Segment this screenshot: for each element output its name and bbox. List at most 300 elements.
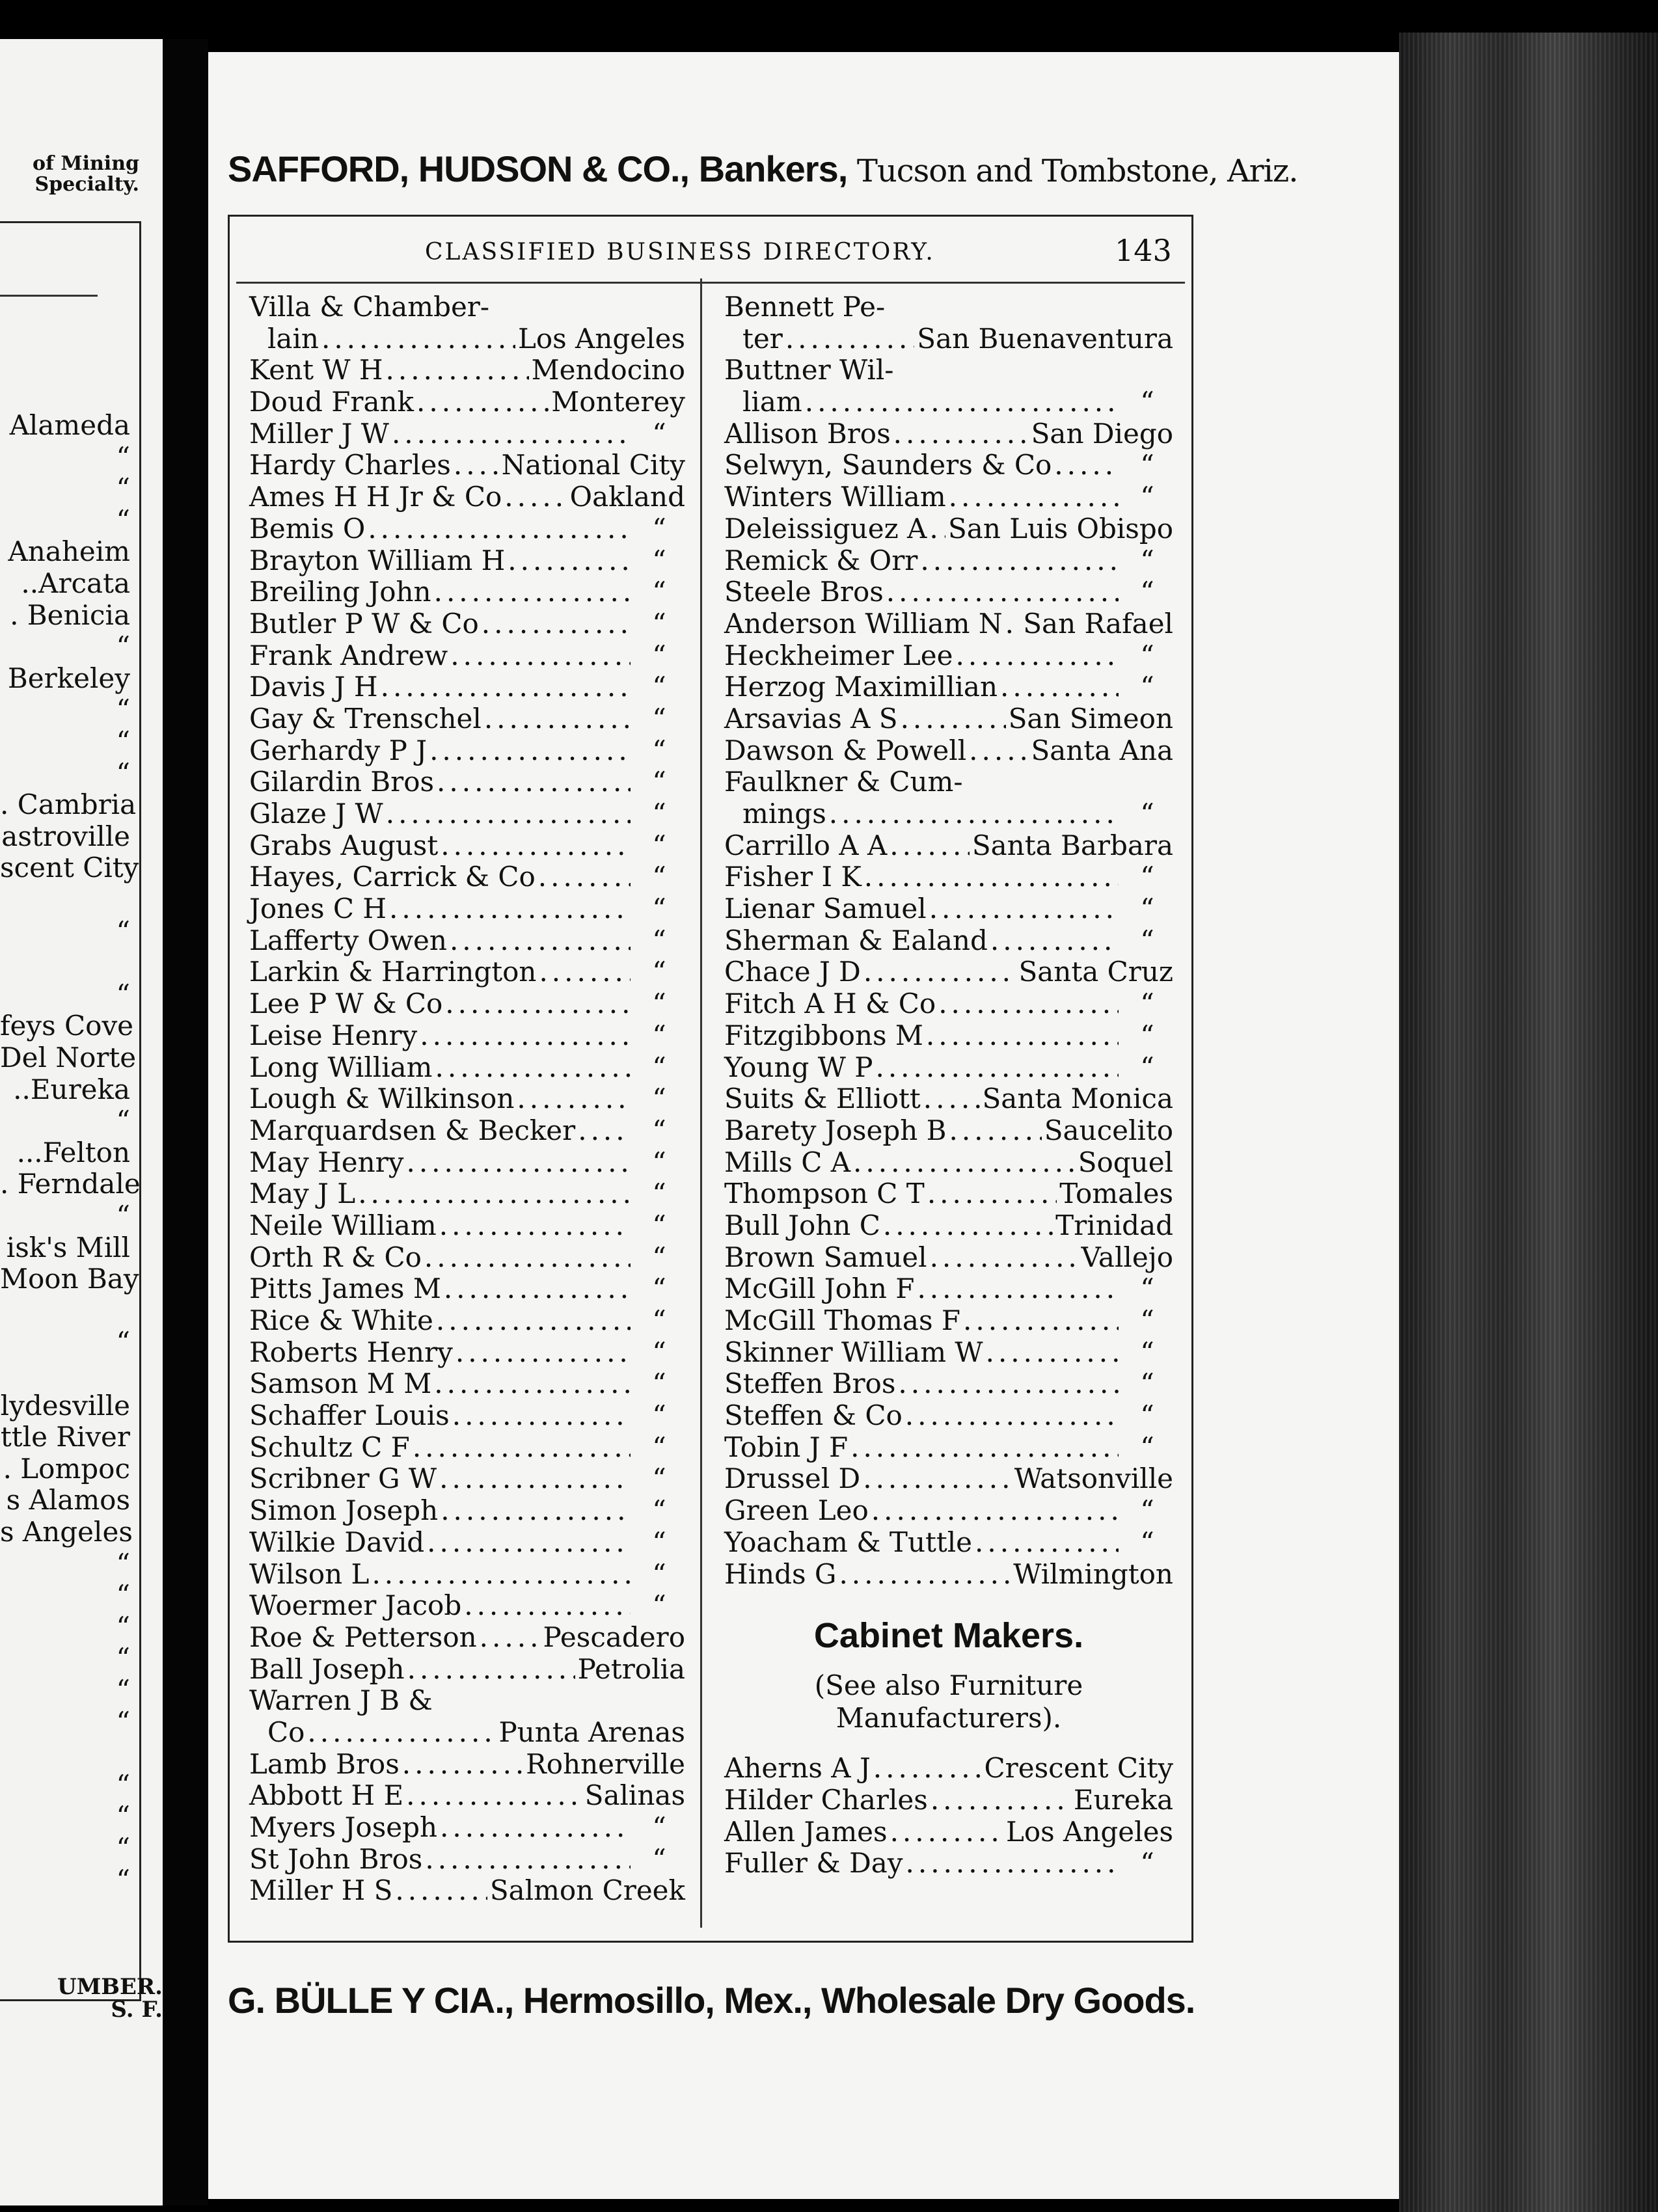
- facing-page-line: “: [116, 915, 130, 947]
- entry-name: Breiling John: [249, 576, 431, 608]
- leader-dots: [1054, 450, 1119, 481]
- directory-entry: [724, 1147, 1173, 1179]
- leader-dots: [429, 735, 631, 767]
- facing-page-line: lydesville: [0, 1389, 130, 1422]
- leader-dots: [873, 1753, 982, 1785]
- entry-name: Schultz C F: [249, 1431, 410, 1463]
- entry-name: lain: [267, 322, 319, 355]
- directory-entry: [249, 1495, 685, 1527]
- entry-place: Monterey: [551, 386, 685, 418]
- leader-dots: [434, 1368, 631, 1400]
- directory-entry: [249, 1780, 685, 1812]
- entry-name: Pitts James M: [249, 1273, 441, 1305]
- directory-entry: [724, 608, 1173, 640]
- directory-entry: [249, 355, 685, 386]
- entry-name: Dawson & Powell: [724, 734, 967, 766]
- facing-page-header-line-2: Specialty.: [34, 173, 139, 196]
- facing-page-line: ..Arcata: [21, 567, 130, 599]
- entry-place: “: [1140, 481, 1154, 513]
- facing-page-line: astroville: [1, 820, 130, 852]
- leader-dots: [444, 1273, 631, 1305]
- entry-place: “: [652, 544, 666, 576]
- directory-entry: [724, 576, 1173, 608]
- facing-page-line: “: [116, 1863, 130, 1896]
- directory-entry: [724, 798, 1173, 830]
- entry-place: “: [652, 1463, 666, 1495]
- entry-name: Skinner William W: [724, 1336, 983, 1368]
- entry-place: “: [652, 829, 666, 861]
- directory-entry: [249, 291, 685, 323]
- entry-place: “: [652, 1083, 666, 1115]
- leader-dots: [883, 1210, 1053, 1242]
- facing-page-line: Berkeley: [7, 662, 130, 694]
- leader-dots: [927, 1178, 1057, 1210]
- leader-dots: [439, 1463, 631, 1495]
- entry-place: Pescadero: [543, 1621, 685, 1653]
- entry-name: Steffen Bros: [724, 1368, 896, 1400]
- leader-dots: [930, 1242, 1079, 1274]
- entry-place: Los Angeles: [517, 322, 685, 355]
- leader-dots: [890, 830, 970, 862]
- entry-place: “: [1140, 861, 1154, 893]
- entry-name: Long William: [249, 1051, 433, 1083]
- directory-entry: [724, 1052, 1173, 1084]
- facing-page-line: isk's Mill: [6, 1231, 130, 1263]
- leader-dots: [389, 893, 631, 925]
- directory-entry: [724, 766, 1173, 798]
- leader-dots: [539, 956, 631, 988]
- directory-entry: [724, 1273, 1173, 1305]
- leader-dots: [372, 1559, 631, 1591]
- entry-name: Bull John C: [724, 1209, 880, 1241]
- directory-entry: [249, 386, 685, 418]
- leader-dots: [975, 1527, 1119, 1559]
- entry-place: Oakland: [569, 481, 685, 513]
- entry-name: Brown Samuel: [724, 1241, 927, 1273]
- entry-place: “: [652, 1241, 666, 1273]
- entry-place: “: [652, 1336, 666, 1368]
- directory-entry: [249, 703, 685, 735]
- entry-place: “: [652, 607, 666, 640]
- title-rule: [236, 282, 1185, 284]
- leader-dots: [578, 1115, 631, 1147]
- directory-entry: [249, 1147, 685, 1179]
- leader-dots: [358, 1178, 631, 1210]
- entry-name: Wilkie David: [249, 1526, 425, 1558]
- page-footer-advertisement: G. BÜLLE Y CIA., Hermosillo, Mex., Wholesale Dry Goods.: [228, 1980, 1195, 2021]
- directory-entry: [249, 735, 685, 767]
- leader-dots: [905, 1400, 1119, 1432]
- leader-dots: [445, 988, 631, 1020]
- leader-dots: [406, 1780, 582, 1812]
- entry-name: Butler P W & Co: [249, 607, 479, 640]
- entry-place: “: [652, 1494, 666, 1527]
- entry-name: Larkin & Harrington: [249, 956, 537, 988]
- entry-name: Drussel D: [724, 1463, 861, 1495]
- entry-place: Crescent City: [984, 1752, 1173, 1785]
- leader-dots: [517, 1083, 631, 1115]
- leader-dots: [871, 1495, 1119, 1527]
- entry-name: Brayton William H: [249, 544, 506, 576]
- leader-dots: [920, 545, 1119, 577]
- directory-entry: [724, 450, 1173, 481]
- entry-name: Buttner Wil-: [724, 354, 894, 386]
- directory-entry: [724, 830, 1173, 862]
- directory-entry: [724, 355, 1173, 386]
- directory-entry: [249, 1559, 685, 1591]
- leader-dots: [853, 1147, 1076, 1179]
- entry-place: “: [652, 1304, 666, 1336]
- entry-place: Salinas: [584, 1779, 685, 1812]
- entry-place: “: [652, 1146, 666, 1178]
- entry-place: “: [1140, 1399, 1154, 1432]
- entry-name: Schaffer Louis: [249, 1399, 450, 1432]
- entry-name: Faulkner & Cum-: [724, 766, 963, 798]
- entry-name: Gerhardy P J: [249, 734, 428, 766]
- leader-dots: [875, 1052, 1119, 1084]
- entry-place: “: [652, 893, 666, 925]
- entry-place: Watsonville: [1014, 1463, 1173, 1495]
- leader-dots: [917, 1273, 1119, 1305]
- entry-place: “: [652, 861, 666, 893]
- left-column: [249, 291, 685, 1907]
- entry-place: “: [652, 671, 666, 703]
- leader-dots: [949, 481, 1119, 513]
- entry-place: “: [1140, 386, 1154, 418]
- facing-page-line: s Angeles: [0, 1516, 133, 1548]
- entry-place: “: [1140, 893, 1154, 925]
- entry-place: “: [652, 1273, 666, 1305]
- entry-name: Barety Joseph B: [724, 1114, 947, 1146]
- directory-entry: [249, 861, 685, 893]
- leader-dots: [1000, 671, 1119, 703]
- facing-page-line: “: [116, 1547, 130, 1580]
- directory-entry: [249, 1305, 685, 1337]
- entry-name: Marquardsen & Becker: [249, 1114, 576, 1146]
- leader-dots: [480, 1622, 541, 1654]
- entry-name: Lafferty Owen: [249, 924, 447, 956]
- leader-dots: [863, 1463, 1012, 1495]
- leader-dots: [452, 1400, 631, 1432]
- facing-page-line: . Ferndale: [0, 1168, 141, 1200]
- entry-name: Abbott H E: [249, 1779, 404, 1812]
- entry-place: “: [1140, 1273, 1154, 1305]
- facing-page-line: . Cambria: [0, 789, 137, 821]
- facing-page-line: “: [116, 504, 130, 536]
- facing-page-fragment: [0, 39, 163, 2205]
- entry-name: Sherman & Ealand: [724, 924, 988, 956]
- directory-entry: [249, 1337, 685, 1369]
- entry-name: Yoacham & Tuttle: [724, 1526, 973, 1558]
- directory-entry: [249, 798, 685, 830]
- leader-dots: [504, 481, 567, 513]
- directory-entry: [724, 956, 1173, 988]
- directory-entry: [724, 1115, 1173, 1147]
- entry-name: Allison Bros: [724, 417, 891, 450]
- leader-dots: [538, 861, 631, 893]
- entry-place: “: [652, 1526, 666, 1558]
- directory-entry: [249, 1685, 685, 1717]
- entry-place: “: [1140, 1336, 1154, 1368]
- entry-name: Ball Joseph: [249, 1652, 405, 1685]
- facing-page-line: “: [116, 440, 130, 473]
- directory-entry: [249, 608, 685, 640]
- entry-place: “: [652, 734, 666, 766]
- directory-entry: [724, 1400, 1173, 1432]
- entry-place: Santa Monica: [982, 1083, 1173, 1115]
- directory-entry: [249, 1590, 685, 1622]
- entry-name: Fitch A H & Co: [724, 988, 936, 1020]
- facing-page-line: “: [116, 1105, 130, 1137]
- directory-entry: [249, 988, 685, 1020]
- directory-entry: [249, 671, 685, 703]
- facing-page-line: Del Norte: [0, 1042, 137, 1073]
- leader-dots: [850, 1432, 1119, 1464]
- leader-dots: [508, 545, 631, 577]
- directory-entry: [724, 291, 1173, 323]
- facing-page-footer-line-1: UMBER.: [57, 1974, 163, 2000]
- entry-name: Hinds G: [724, 1558, 837, 1590]
- directory-entry: [249, 1273, 685, 1305]
- entry-place: Punta Arenas: [498, 1716, 685, 1748]
- directory-entry: [249, 1400, 685, 1432]
- facing-page-line: scent City: [0, 852, 139, 884]
- entry-place: “: [1140, 1051, 1154, 1083]
- leader-dots: [439, 1210, 631, 1242]
- entry-place: “: [652, 417, 666, 450]
- leader-dots: [413, 1432, 631, 1464]
- entry-place: “: [1140, 988, 1154, 1020]
- entry-place: National City: [501, 449, 685, 481]
- entry-place: San Diego: [1031, 417, 1173, 450]
- entry-name: Lough & Wilkinson: [249, 1083, 515, 1115]
- leader-dots: [464, 1590, 631, 1622]
- entry-place: “: [1140, 924, 1154, 956]
- entry-name: Miller J W: [249, 417, 389, 450]
- entry-place: “: [1140, 639, 1154, 671]
- header-firm: SAFFORD, HUDSON & CO.,: [228, 148, 690, 189]
- entry-place: Los Angeles: [1005, 1815, 1173, 1848]
- entry-place: “: [1140, 576, 1154, 608]
- entry-place: “: [652, 1114, 666, 1146]
- directory-entry: [249, 1368, 685, 1400]
- book-gutter: [163, 39, 208, 2205]
- directory-entry: [249, 545, 685, 577]
- facing-page-line: “: [116, 1642, 130, 1675]
- directory-entry: [724, 1527, 1173, 1559]
- facing-page-line: “: [116, 1800, 130, 1833]
- entry-name: Mills C A: [724, 1146, 851, 1178]
- directory-entry: [249, 323, 685, 355]
- entry-name: Neile William: [249, 1209, 437, 1241]
- leader-dots: [455, 1337, 631, 1369]
- entry-name: Grabs August: [249, 829, 439, 861]
- facing-page-header-line-1: of Mining: [33, 152, 139, 175]
- directory-entry: [249, 766, 685, 798]
- directory-entry: [724, 1305, 1173, 1337]
- directory-entry: [724, 513, 1173, 545]
- leader-dots: [406, 1147, 631, 1179]
- leader-dots: [416, 386, 549, 418]
- leader-dots: [484, 703, 631, 735]
- entry-place: “: [1140, 449, 1154, 481]
- entry-name: Orth R & Co: [249, 1241, 422, 1273]
- facing-page-line: Moon Bay: [0, 1263, 139, 1295]
- entry-place: “: [652, 1368, 666, 1400]
- leader-dots: [893, 418, 1029, 450]
- directory-entry: [724, 671, 1173, 703]
- directory-entry: [724, 1020, 1173, 1052]
- leader-dots: [321, 323, 515, 355]
- directory-entry: [724, 1559, 1173, 1591]
- entry-name: McGill Thomas F: [724, 1304, 960, 1336]
- directory-entry: [249, 1654, 685, 1686]
- directory-entry: [249, 1083, 685, 1115]
- entry-place: Soquel: [1078, 1146, 1173, 1178]
- entry-place: “: [1140, 1494, 1154, 1527]
- entry-name: Co: [267, 1716, 305, 1748]
- directory-entry: [249, 1749, 685, 1781]
- entry-place: “: [1140, 1368, 1154, 1400]
- directory-entry: [724, 1848, 1173, 1880]
- facing-page-line: . Lompoc: [3, 1452, 130, 1485]
- entry-place: “: [652, 1558, 666, 1590]
- leader-dots: [440, 1812, 631, 1844]
- entry-name: Bennett Pe-: [724, 291, 886, 323]
- entry-place: Santa Barbara: [972, 829, 1173, 861]
- entry-name: Fisher I K: [724, 861, 862, 893]
- leader-dots: [990, 925, 1119, 957]
- directory-entry: [724, 735, 1173, 767]
- entry-place: San Simeon: [1008, 702, 1173, 735]
- entry-name: Simon Joseph: [249, 1494, 439, 1527]
- column-divider: [700, 278, 702, 1928]
- leader-dots: [890, 1816, 1003, 1848]
- leader-dots: [929, 893, 1119, 925]
- directory-entry: [724, 386, 1173, 418]
- facing-page-line: ..Eureka: [13, 1073, 130, 1105]
- entry-name: Winters William: [724, 481, 946, 513]
- leader-dots: [386, 798, 631, 830]
- entry-place: “: [1140, 1304, 1154, 1336]
- directory-entry: [724, 1785, 1173, 1816]
- entry-name: Anderson William N: [724, 607, 1003, 640]
- facing-page-line: “: [116, 1326, 130, 1358]
- page-number: 143: [1115, 233, 1172, 268]
- entry-place: Eureka: [1073, 1783, 1173, 1816]
- directory-entry: [249, 1210, 685, 1242]
- directory-entry: [724, 988, 1173, 1020]
- directory-frame: [228, 215, 1193, 1943]
- entry-place: “: [652, 1431, 666, 1463]
- cabinet-makers-heading: Cabinet Makers.: [813, 1616, 1084, 1656]
- leader-dots: [482, 608, 631, 640]
- entry-place: Saucelito: [1044, 1114, 1173, 1146]
- entry-name: Lienar Samuel: [724, 893, 927, 925]
- entry-name: Myers Joseph: [249, 1811, 438, 1843]
- entry-name: mings: [742, 798, 826, 830]
- entry-name: Heckheimer Lee: [724, 639, 953, 671]
- facing-page-line: “: [116, 630, 130, 663]
- entry-place: “: [652, 639, 666, 671]
- entry-name: Kent W H: [249, 354, 383, 386]
- entry-name: Ames H H Jr & Co: [249, 481, 502, 513]
- entry-place: “: [652, 1842, 666, 1875]
- directory-entry: [724, 1083, 1173, 1115]
- directory-entry: [249, 1463, 685, 1495]
- directory-entry: [249, 830, 685, 862]
- leader-dots: [1005, 608, 1021, 640]
- facing-page-line: Anaheim: [8, 535, 130, 568]
- leader-dots: [427, 1527, 631, 1559]
- leader-dots: [864, 861, 1119, 893]
- entry-place: “: [652, 702, 666, 735]
- facing-page-line: “: [116, 1768, 130, 1801]
- entry-place: “: [652, 1209, 666, 1241]
- directory-entry: [249, 450, 685, 481]
- leader-dots: [931, 1785, 1071, 1816]
- facing-page-line: ttle River: [0, 1421, 130, 1453]
- directory-entry: [249, 640, 685, 672]
- entry-name: Rice & White: [249, 1304, 433, 1336]
- directory-entry: [249, 1844, 685, 1876]
- directory-entry: [724, 893, 1173, 925]
- directory-entry: [724, 545, 1173, 577]
- header-business: Bankers,: [698, 148, 848, 189]
- entry-name: Remick & Orr: [724, 544, 918, 576]
- facing-page-line: “: [116, 1200, 130, 1232]
- cabinet-makers-note: (See also Furniture Manufacturers).: [814, 1669, 1083, 1734]
- entry-place: “: [1140, 798, 1154, 830]
- directory-entry: [249, 1527, 685, 1559]
- entry-name: Green Leo: [724, 1494, 869, 1527]
- entry-name: St John Bros: [249, 1842, 423, 1875]
- leader-dots: [901, 703, 1006, 735]
- entry-name: Roe & Petterson: [249, 1621, 477, 1653]
- entry-name: Fuller & Day: [724, 1847, 903, 1880]
- directory-entry: [249, 956, 685, 988]
- entry-place: San Rafael: [1023, 607, 1173, 640]
- directory-entry: [724, 1495, 1173, 1527]
- entry-place: “: [1140, 671, 1154, 703]
- entry-name: Herzog Maximillian: [724, 671, 998, 703]
- directory-entry: [724, 640, 1173, 672]
- facing-page-line: Alameda: [9, 409, 130, 441]
- leader-dots: [886, 576, 1119, 608]
- entry-name: Deleissiguez A: [724, 512, 927, 545]
- entry-place: “: [652, 1051, 666, 1083]
- directory-entry: [249, 481, 685, 513]
- entry-place: “: [652, 512, 666, 545]
- entry-name: Carrillo A A: [724, 829, 888, 861]
- entry-name: Chace J D: [724, 956, 861, 988]
- entry-place: “: [652, 956, 666, 988]
- facing-page-line: “: [116, 1674, 130, 1706]
- entry-place: Wilmington: [1013, 1558, 1173, 1590]
- directory-entry: [249, 513, 685, 545]
- entry-place: “: [652, 988, 666, 1020]
- directory-entry: [249, 1242, 685, 1274]
- leader-dots: [926, 1020, 1119, 1052]
- facing-page-line: feys Cove: [0, 1010, 134, 1042]
- leader-dots: [435, 1052, 631, 1084]
- entry-name: Davis J H: [249, 671, 378, 703]
- entry-place: Rohnerville: [526, 1747, 685, 1780]
- entry-place: Petrolia: [577, 1652, 685, 1685]
- leader-dots: [407, 1654, 575, 1686]
- entry-place: “: [652, 798, 666, 830]
- directory-entry: [249, 576, 685, 608]
